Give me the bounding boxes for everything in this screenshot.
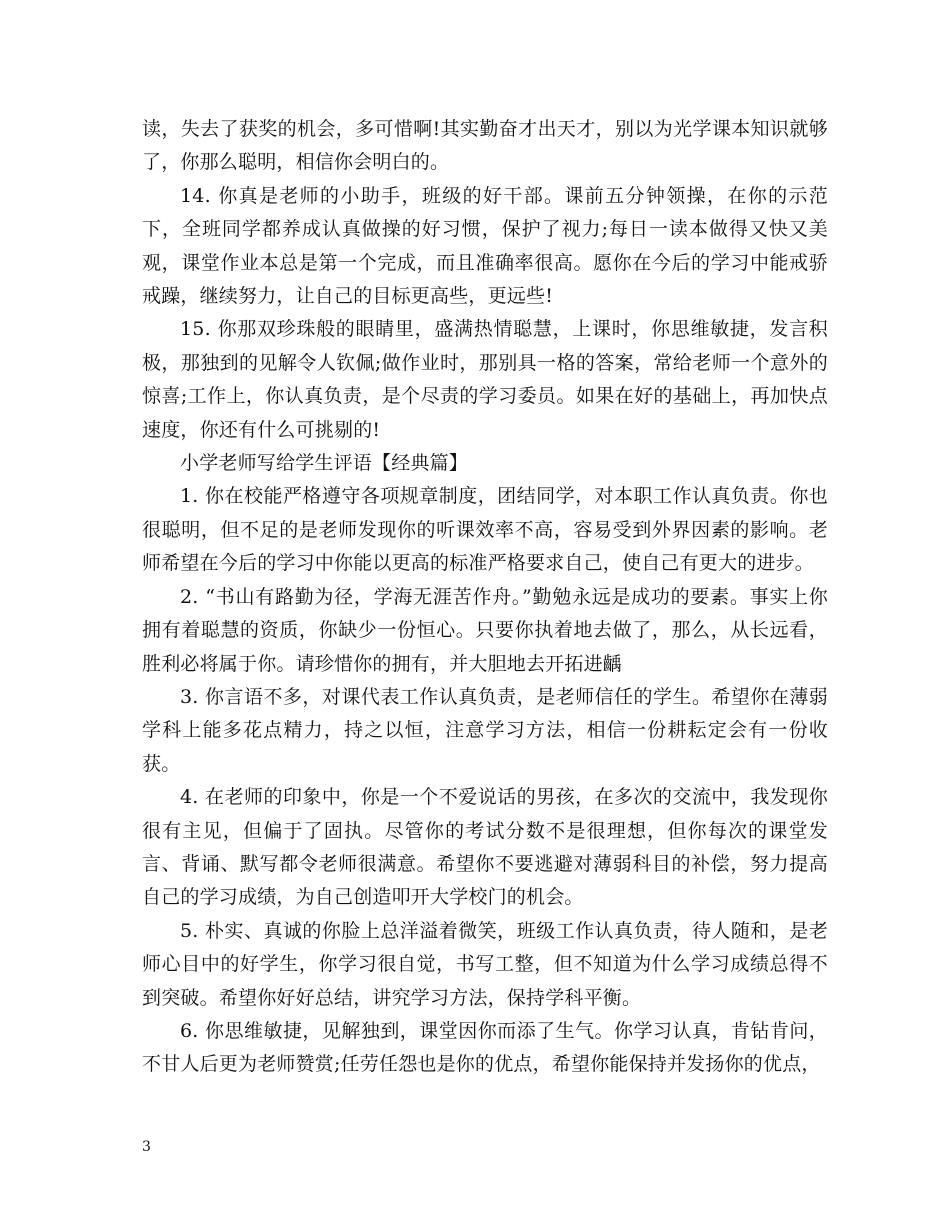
body-text [142, 113, 828, 1082]
paragraph-14: 14. 你真是老师的小助手，班级的好干部。课前五分钟领操，在你的示范下，全班同学都养成认真做操的好习惯，保护了视力;每日一读本做得又快又美观，课堂作业本总是第一个完成，而且准确率很高。愿你在今后的学习中能戒骄戒躁，继续努力，让自己的目标更高些，更远些! [142, 184, 828, 308]
paragraph-15: 15. 你那双珍珠般的眼睛里，盛满热情聪慧，上课时，你思维敏捷，发言积极，那独到的见解令人钦佩;做作业时，那别具一格的答案，常给老师一个意外的惊喜;工作上，你认真负责，是个尽责的学习委员。如果在好的基础上，再加快点速度，你还有什么可挑剔的! [142, 318, 828, 441]
paragraph-6: 6. 你思维敏捷，见解独到，课堂因你而添了生气。你学习认真，肯钻肯问，不甘人后更为老师赞赏;任劳任怨也是你的优点，希望你能保持并发扬你的优点， [142, 1019, 828, 1076]
paragraph-1: 1. 你在校能严格遵守各项规章制度，团结同学，对本职工作认真负责。你也很聪明，但不足的是老师发现你的听课效率不高，容易受到外界因素的影响。老师希望在今后的学习中你能以更高的标准严格要求自己，使自己有更大的进步。 [142, 485, 828, 575]
section-heading: 小学老师写给学生评语【经典篇】 [180, 452, 469, 475]
page-number: 3 [142, 1139, 151, 1155]
paragraph-2: 2. “书山有路勤为径，学海无涯苦作舟。”勤勉永远是成功的要素。事实上你拥有着聪慧的资质，你缺少一份恒心。只要你执着地去做了，那么，从长远看，胜利必将属于你。请珍惜你的拥有，并大胆地去开拓进齲 [142, 585, 828, 675]
paragraph-5: 5. 朴实、真诚的你脸上总洋溢着微笑，班级工作认真负责，待人随和，是老师心目中的好学生，你学习很自觉，书写工整，但不知道为什么学习成绩总得不到突破。希望你好好总结，讲究学习方法，保持学科平衡。 [142, 919, 828, 1009]
paragraph-4: 4. 在老师的印象中，你是一个不爱说话的男孩，在多次的交流中，我发现你很有主见，但偏于了固执。尽管你的考试分数不是很理想，但你每次的课堂发言、背诵、默写都令老师很满意。希望你不要逃避对薄弱科目的补偿，努力提高自己的学习成绩，为自己创造叩开大学校门的机会。 [142, 786, 828, 909]
paragraph-3: 3. 你言语不多，对课代表工作认真负责，是老师信任的学生。希望你在薄弱学科上能多花点精力，持之以恒，注意学习方法，相信一份耕耘定会有一份收获。 [142, 685, 828, 775]
paragraph-continuation: 读，失去了获奖的机会，多可惜啊!其实勤奋才出天才，别以为光学课本知识就够了，你那么聪明，相信你会明白的。 [142, 118, 828, 174]
